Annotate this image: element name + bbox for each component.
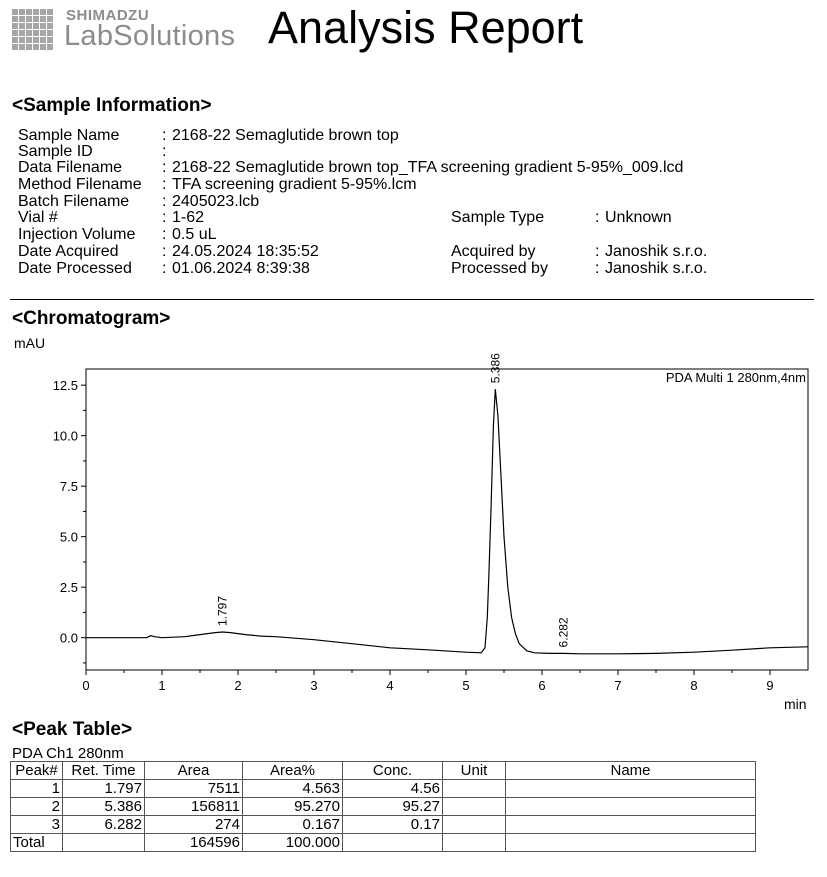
sample-info-heading: <Sample Information> — [12, 95, 212, 116]
info-separator: : — [162, 127, 167, 144]
logo-square — [19, 23, 25, 29]
info-value: 2168-22 Semaglutide brown top — [172, 127, 399, 144]
info-label: Batch Filename — [18, 193, 130, 210]
chromatogram-trace — [86, 389, 808, 654]
table-cell — [343, 834, 443, 852]
info-label: Date Processed — [18, 260, 132, 277]
y-tick-label: 12.5 — [52, 378, 78, 394]
logo-square — [26, 9, 32, 15]
table-cell: 4.56 — [343, 780, 443, 798]
logo-square — [47, 23, 53, 29]
table-cell: 5.386 — [63, 798, 145, 816]
info-value: 2168-22 Semaglutide brown top_TFA screening gradient 5-95%_009.lcd — [172, 159, 684, 176]
logo-square — [33, 30, 39, 36]
info-separator: : — [595, 243, 600, 260]
info-value: 0.5 uL — [172, 226, 217, 243]
logo-square — [12, 44, 18, 50]
logo-square — [26, 44, 32, 50]
table-cell: 2 — [11, 798, 63, 816]
logo-square — [19, 30, 25, 36]
logo-square — [26, 16, 32, 22]
table-total-row — [11, 834, 756, 852]
logo-square — [40, 23, 46, 29]
info-separator: : — [162, 260, 167, 277]
logo-square — [26, 23, 32, 29]
x-tick-label: 7 — [614, 678, 622, 693]
logo-square — [19, 44, 25, 50]
logo-square — [40, 9, 46, 15]
info-separator: : — [595, 260, 600, 277]
info-label: Sample Type — [451, 209, 545, 226]
chromatogram-heading: <Chromatogram> — [12, 308, 171, 329]
info-value: Janoshik s.r.o. — [605, 260, 708, 277]
y-tick-label: 2.5 — [59, 580, 78, 596]
table-row — [11, 816, 756, 834]
table-cell: 7511 — [145, 780, 243, 798]
info-separator: : — [162, 176, 167, 193]
peak-table-heading: <Peak Table> — [12, 719, 133, 740]
x-tick-label: 3 — [310, 678, 318, 693]
logo-square — [33, 23, 39, 29]
info-value: 1-62 — [172, 209, 205, 226]
table-cell — [443, 780, 506, 798]
y-axis-unit-label: mAU — [14, 335, 46, 351]
table-cell: 3 — [11, 816, 63, 834]
logo-square — [47, 44, 53, 50]
info-separator: : — [162, 209, 167, 226]
logo-square — [40, 44, 46, 50]
info-separator: : — [162, 159, 167, 176]
column-header: Peak# — [11, 762, 63, 780]
table-cell: 95.270 — [243, 798, 343, 816]
table-cell — [506, 798, 756, 816]
info-label: Vial # — [18, 209, 58, 226]
info-value: 24.05.2024 18:35:52 — [172, 243, 319, 260]
info-separator: : — [595, 209, 600, 226]
logo-square — [12, 16, 18, 22]
table-cell — [443, 798, 506, 816]
brand-name: SHIMADZU — [66, 7, 150, 24]
table-row — [11, 780, 756, 798]
column-header: Unit — [443, 762, 506, 780]
table-cell: 95.27 — [343, 798, 443, 816]
table-cell: 274 — [145, 816, 243, 834]
logo-square — [33, 37, 39, 43]
column-header: Conc. — [343, 762, 443, 780]
column-header: Ret. Time — [63, 762, 145, 780]
info-label: Processed by — [451, 260, 548, 277]
peak-label: 6.282 — [556, 617, 571, 648]
chart-legend: PDA Multi 1 280nm,4nm — [665, 370, 806, 385]
info-label: Sample Name — [18, 127, 120, 144]
info-label: Acquired by — [451, 243, 536, 260]
table-cell: 1.797 — [63, 780, 145, 798]
section-divider — [10, 299, 814, 300]
info-value: 2405023.lcb — [172, 193, 260, 210]
peak-table — [10, 761, 756, 852]
table-cell — [506, 780, 756, 798]
logo-square — [26, 37, 32, 43]
info-separator: : — [162, 193, 167, 210]
logo-square — [19, 9, 25, 15]
logo-square — [19, 37, 25, 43]
peak-table-header-row — [11, 762, 756, 780]
logo-square — [33, 9, 39, 15]
table-cell: 0.17 — [343, 816, 443, 834]
x-tick-label: 9 — [766, 678, 774, 693]
info-value: 01.06.2024 8:39:38 — [172, 260, 310, 277]
x-tick-label: 8 — [690, 678, 698, 693]
info-label: Injection Volume — [18, 226, 136, 243]
table-cell — [443, 834, 506, 852]
plot-frame — [86, 369, 808, 670]
logo-square — [12, 30, 18, 36]
table-cell: 164596 — [145, 834, 243, 852]
table-cell: 4.563 — [243, 780, 343, 798]
info-value: TFA screening gradient 5-95%.lcm — [172, 176, 417, 193]
table-cell: 156811 — [145, 798, 243, 816]
column-header: Area% — [243, 762, 343, 780]
info-value: Unknown — [605, 209, 672, 226]
table-cell: 6.282 — [63, 816, 145, 834]
column-header: Area — [145, 762, 243, 780]
x-tick-label: 2 — [234, 678, 242, 693]
table-row — [11, 798, 756, 816]
table-cell: 0.167 — [243, 816, 343, 834]
x-tick-label: 1 — [158, 678, 166, 693]
logo-square — [19, 16, 25, 22]
info-separator: : — [162, 243, 167, 260]
info-value: Janoshik s.r.o. — [605, 243, 708, 260]
y-tick-label: 7.5 — [59, 479, 78, 495]
x-tick-label: 4 — [386, 678, 394, 693]
y-tick-label: 0.0 — [59, 630, 78, 646]
table-cell: Total — [11, 834, 63, 852]
logo-square — [12, 37, 18, 43]
logo-square — [47, 16, 53, 22]
logo-square — [47, 9, 53, 15]
logo-square — [33, 44, 39, 50]
logo-square — [33, 16, 39, 22]
table-cell — [506, 816, 756, 834]
y-tick-label: 5.0 — [59, 529, 78, 545]
peak-table-caption: PDA Ch1 280nm — [12, 745, 124, 762]
table-cell — [63, 834, 145, 852]
info-separator: : — [162, 226, 167, 243]
peak-label: 5.386 — [488, 353, 503, 384]
logo-square — [47, 30, 53, 36]
logo-square — [40, 16, 46, 22]
logo-square — [40, 30, 46, 36]
logo-square — [12, 9, 18, 15]
peak-label: 1.797 — [215, 595, 230, 627]
logo-square — [26, 30, 32, 36]
product-name: LabSolutions — [64, 20, 236, 52]
x-tick-label: 5 — [462, 678, 470, 693]
shimadzu-logo-grid — [12, 9, 54, 51]
logo-square — [12, 23, 18, 29]
info-separator: : — [162, 143, 167, 160]
info-label: Sample ID — [18, 143, 93, 160]
y-tick-label: 10.0 — [52, 428, 78, 444]
table-cell — [506, 834, 756, 852]
chromatogram-chart — [0, 330, 827, 720]
table-cell: 100.000 — [243, 834, 343, 852]
logo-square — [47, 37, 53, 43]
logo-square — [40, 37, 46, 43]
info-label: Method Filename — [18, 176, 142, 193]
info-label: Data Filename — [18, 159, 123, 176]
x-axis-unit-label: min — [784, 696, 807, 712]
report-title: Analysis Report — [268, 2, 584, 53]
table-cell: 1 — [11, 780, 63, 798]
info-label: Date Acquired — [18, 243, 119, 260]
column-header: Name — [506, 762, 756, 780]
table-cell — [443, 816, 506, 834]
x-tick-label: 6 — [538, 678, 546, 693]
x-tick-label: 0 — [82, 678, 90, 693]
